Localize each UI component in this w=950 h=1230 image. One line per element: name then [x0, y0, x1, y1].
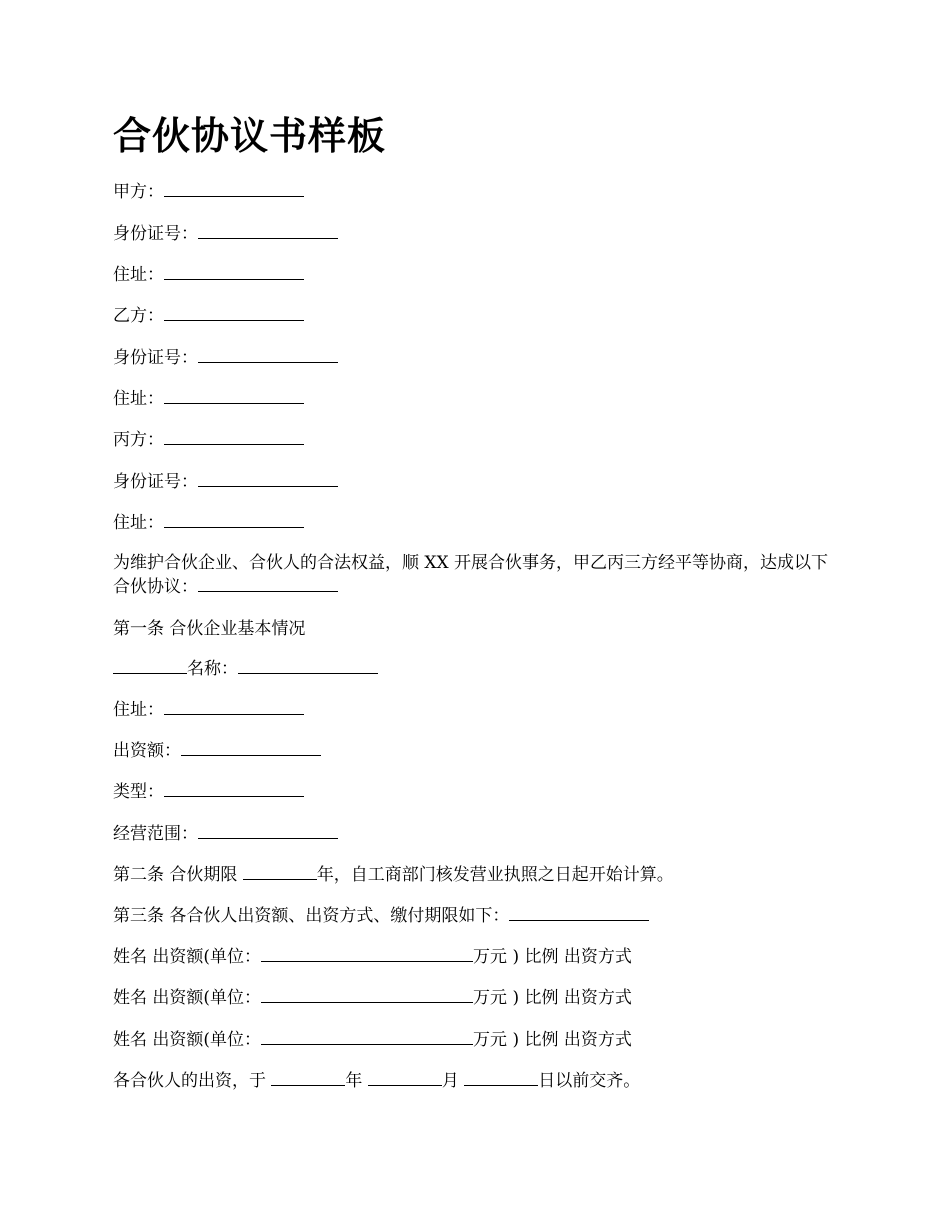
contribution-amount-blank[interactable]: [261, 986, 473, 1003]
party-a-id-line: [113, 222, 338, 246]
contribution-row-prefix: 姓名 出资额(单位：: [113, 947, 262, 967]
capital-blank[interactable]: [181, 739, 321, 756]
article1-heading: 第一条 合伙企业基本情况: [113, 619, 306, 639]
deadline-day-blank[interactable]: [464, 1069, 538, 1086]
party-a-id-blank[interactable]: [198, 222, 338, 239]
enterprise-name-line: [113, 657, 378, 681]
party-b-address-label: 住址：: [113, 389, 164, 409]
document-title: 合伙协议书样板: [113, 113, 387, 158]
deadline-prefix: 各合伙人的出资，于: [113, 1071, 272, 1091]
contribution-row: [113, 986, 632, 1010]
party-a-line: [113, 180, 304, 204]
party-a-label: 甲方：: [113, 182, 164, 202]
contribution-row: [113, 945, 632, 969]
party-c-id-blank[interactable]: [198, 470, 338, 487]
party-c-label: 丙方：: [113, 430, 164, 450]
party-c-line: [113, 428, 304, 452]
deadline-line: [113, 1069, 640, 1093]
contribution-row-suffix: 万元 ) 比例 出资方式: [473, 1030, 632, 1050]
type-label: 类型：: [113, 782, 164, 802]
contribution-row-prefix: 姓名 出资额(单位：: [113, 988, 262, 1008]
party-c-address-blank[interactable]: [164, 511, 304, 528]
party-b-label: 乙方：: [113, 306, 164, 326]
scope-blank[interactable]: [198, 822, 338, 839]
party-c-address-line: [113, 511, 304, 535]
party-b-id-line: [113, 346, 338, 370]
deadline-year-blank[interactable]: [271, 1069, 345, 1086]
party-b-line: [113, 304, 304, 328]
article3-heading: 第三条 各合伙人出资额、出资方式、缴付期限如下：: [113, 906, 510, 926]
article2-line: [113, 863, 674, 887]
enterprise-address-blank[interactable]: [164, 698, 304, 715]
party-b-id-label: 身份证号：: [113, 348, 198, 368]
intro-text: 为维护合伙企业、合伙人的合法权益，顺 XX 开展合伙事务，甲乙丙三方经平等协商，达成以下合伙协议：: [113, 553, 829, 597]
article3-line: [113, 904, 649, 928]
party-c-id-line: [113, 470, 338, 494]
article3-blank[interactable]: [509, 904, 649, 921]
enterprise-name-blank[interactable]: [238, 657, 378, 674]
party-b-address-line: [113, 387, 304, 411]
party-a-address-line: [113, 263, 304, 287]
party-c-blank[interactable]: [164, 428, 304, 445]
party-c-address-label: 住址：: [113, 513, 164, 533]
contribution-amount-blank[interactable]: [261, 1028, 473, 1045]
party-b-id-blank[interactable]: [198, 346, 338, 363]
party-b-address-blank[interactable]: [164, 387, 304, 404]
deadline-month-blank[interactable]: [368, 1069, 442, 1086]
capital-label: 出资额：: [113, 741, 181, 761]
contribution-row-prefix: 姓名 出资额(单位：: [113, 1030, 262, 1050]
article2-suffix: 年，自工商部门核发营业执照之日起开始计算。: [316, 865, 674, 885]
scope-label: 经营范围：: [113, 824, 198, 844]
party-c-id-label: 身份证号：: [113, 472, 198, 492]
deadline-year-label: 年: [345, 1071, 368, 1091]
type-blank[interactable]: [164, 780, 304, 797]
party-a-address-label: 住址：: [113, 265, 164, 285]
scope-line: [113, 822, 338, 846]
enterprise-name-label: 名称：: [187, 659, 238, 679]
enterprise-address-line: [113, 698, 304, 722]
intro-paragraph: [113, 552, 841, 599]
party-b-blank[interactable]: [164, 304, 304, 321]
article2-prefix: 第二条 合伙期限: [113, 865, 243, 885]
contribution-row-suffix: 万元 ) 比例 出资方式: [473, 988, 632, 1008]
party-a-blank[interactable]: [164, 180, 304, 197]
deadline-suffix: 日以前交齐。: [538, 1071, 641, 1091]
contribution-amount-blank[interactable]: [261, 945, 473, 962]
contribution-row-suffix: 万元 ) 比例 出资方式: [473, 947, 632, 967]
term-years-blank[interactable]: [243, 863, 317, 880]
enterprise-name-prefix-blank[interactable]: [113, 657, 187, 674]
enterprise-address-label: 住址：: [113, 700, 164, 720]
type-line: [113, 780, 304, 804]
deadline-month-label: 月: [441, 1071, 465, 1091]
party-a-id-label: 身份证号：: [113, 224, 198, 244]
contribution-row: [113, 1028, 632, 1052]
capital-line: [113, 739, 321, 763]
intro-blank[interactable]: [198, 575, 338, 592]
party-a-address-blank[interactable]: [164, 263, 304, 280]
